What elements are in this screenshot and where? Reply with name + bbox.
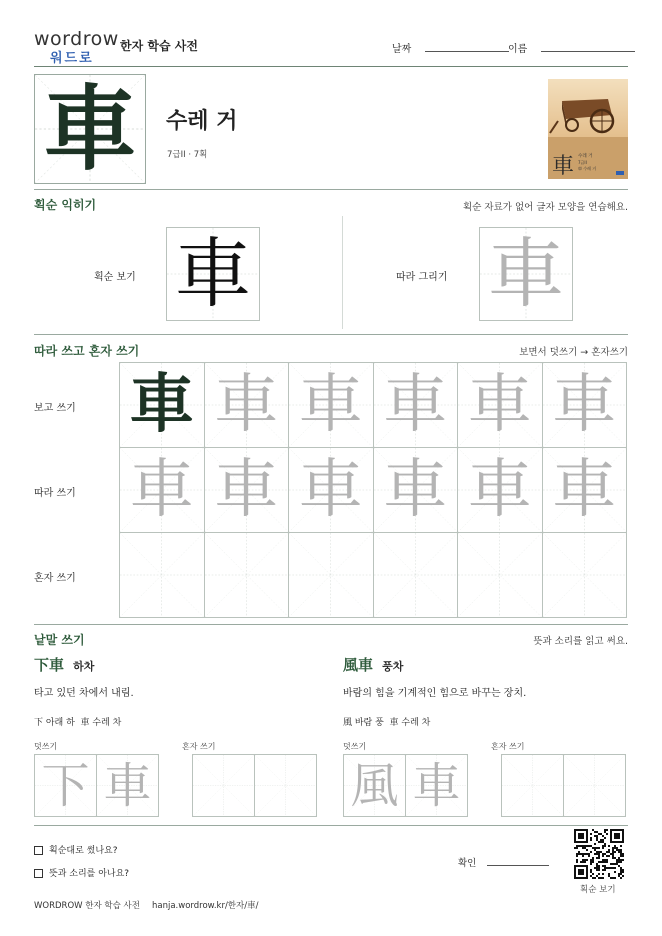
word-trace-label: 덧쓰기 [343, 742, 367, 751]
date-label: 날짜 [392, 44, 412, 55]
words-section-title: 낱말 쓰기 [34, 633, 85, 647]
practice-cell[interactable] [373, 532, 459, 618]
date-field[interactable] [392, 40, 509, 55]
checkbox-icon[interactable] [34, 869, 43, 878]
stroke-view-label: 획순 보기 [94, 272, 136, 283]
word-trace-character: 風 [350, 757, 399, 814]
word-card-1 [34, 654, 94, 675]
stroke-section-title: 획순 익히기 [34, 198, 97, 212]
word-card-2 [343, 654, 403, 675]
practice-cell[interactable] [119, 362, 205, 448]
thumbnail-line1: 수레 거 [578, 154, 593, 159]
practice-character: 車 [214, 453, 279, 527]
practice-cell[interactable] [204, 447, 290, 533]
cart-illustration [548, 79, 628, 179]
check-label-1: 획순대로 썼나요? [49, 846, 118, 856]
name-label: 이름 [508, 44, 528, 55]
stroke-trace-character: 車 [488, 229, 564, 318]
word-trace-label: 덧쓰기 [34, 742, 58, 751]
word-solo-cell[interactable] [563, 754, 626, 817]
thumbnail-line3: 車 수레 거 [578, 166, 597, 171]
hero-character-box [34, 74, 146, 184]
thumbnail-badge [616, 171, 624, 175]
checklist-item-2[interactable] [34, 866, 129, 879]
practice-character: 車 [214, 368, 279, 442]
word-hanja: 下車 [34, 656, 65, 674]
footer-brand: WORDROW 한자 학습 사전 [34, 901, 140, 911]
word-parts: 下 아래 하 車 수레 차 [34, 718, 122, 728]
practice-section-title: 따라 쓰고 혼자 쓰기 [34, 344, 140, 358]
word-parts: 風 바람 풍 車 수레 차 [343, 718, 431, 728]
confirm-field[interactable] [458, 855, 549, 869]
practice-cell[interactable] [288, 447, 374, 533]
practice-character: 車 [298, 453, 363, 527]
word-solo-cell[interactable] [254, 754, 317, 817]
practice-row-label: 따라 쓰기 [34, 487, 76, 499]
qr-label: 획순 보기 [580, 885, 616, 895]
hero-character: 車 [43, 75, 136, 183]
word-trace-cell[interactable] [343, 754, 406, 817]
practice-character: 車 [129, 367, 194, 442]
practice-cell[interactable] [457, 362, 543, 448]
logo-en: wordrow [34, 28, 119, 50]
thumbnail-character: 車 [552, 154, 575, 179]
practice-character: 車 [552, 453, 617, 527]
practice-cell[interactable] [542, 362, 628, 448]
word-solo-cell[interactable] [501, 754, 564, 817]
practice-character: 車 [383, 368, 448, 442]
practice-cell[interactable] [288, 532, 374, 618]
word-solo-cell[interactable] [192, 754, 255, 817]
practice-cell[interactable] [204, 532, 290, 618]
practice-row-label: 혼자 쓰기 [34, 572, 76, 584]
practice-row-label: 보고 쓰기 [34, 402, 76, 414]
stroke-section-note: 획순 자료가 없어 글자 모양을 연습해요. [463, 202, 628, 213]
word-reading: 하차 [73, 660, 95, 673]
word-trace-cell[interactable] [34, 754, 97, 817]
practice-character: 車 [467, 453, 532, 527]
word-trace-cell[interactable] [405, 754, 468, 817]
word-solo-label: 혼자 쓰기 [491, 742, 525, 751]
word-reading: 풍차 [382, 660, 404, 673]
checkbox-icon[interactable] [34, 846, 43, 855]
practice-character: 車 [383, 453, 448, 527]
word-trace-cell[interactable] [96, 754, 159, 817]
checklist-item-1[interactable] [34, 843, 118, 856]
practice-cell[interactable] [119, 447, 205, 533]
word-trace-character: 車 [412, 757, 461, 814]
stroke-trace-label: 따라 그리기 [396, 272, 448, 283]
word-trace-character: 下 [41, 757, 90, 814]
practice-section-note: 보면서 덧쓰기 → 혼자쓰기 [519, 347, 628, 358]
stroke-trace-box[interactable] [479, 227, 573, 321]
name-field[interactable] [508, 40, 635, 55]
word-definition: 타고 있던 차에서 내림. [34, 688, 134, 699]
footer-url[interactable]: hanja.wordrow.kr/한자/車/ [152, 901, 259, 911]
word-definition: 바람의 힘을 기계적인 힘으로 바꾸는 장치. [343, 688, 527, 699]
logo-ko: 워드로 [50, 51, 94, 66]
word-trace-character: 車 [103, 757, 152, 814]
practice-character: 車 [467, 368, 532, 442]
practice-cell[interactable] [542, 447, 628, 533]
practice-cell[interactable] [204, 362, 290, 448]
practice-character: 車 [129, 453, 194, 527]
qr-code-icon[interactable] [574, 829, 624, 879]
words-section-note: 뜻과 소리를 읽고 써요. [533, 636, 628, 647]
practice-character: 車 [552, 368, 617, 442]
logo [34, 28, 119, 66]
practice-cell[interactable] [373, 447, 459, 533]
practice-cell[interactable] [457, 447, 543, 533]
header-title: 한자 학습 사전 [120, 39, 198, 53]
practice-cell[interactable] [542, 532, 628, 618]
hero-meta: 7급II · 7획 [167, 150, 208, 160]
thumbnail-line2: 7급II [578, 160, 587, 165]
stroke-divider [342, 216, 343, 329]
stroke-view-box[interactable] [166, 227, 260, 321]
confirm-label: 확인 [458, 858, 477, 869]
practice-cell[interactable] [119, 532, 205, 618]
word-solo-label: 혼자 쓰기 [182, 742, 216, 751]
practice-character: 車 [298, 368, 363, 442]
hero-meaning-sound: 수레 거 [166, 109, 238, 134]
practice-cell[interactable] [457, 532, 543, 618]
word-hanja: 風車 [343, 656, 374, 674]
check-label-2: 뜻과 소리를 아나요? [49, 869, 130, 879]
practice-cell[interactable] [373, 362, 459, 448]
practice-cell[interactable] [288, 362, 374, 448]
stroke-view-character: 車 [175, 229, 251, 318]
